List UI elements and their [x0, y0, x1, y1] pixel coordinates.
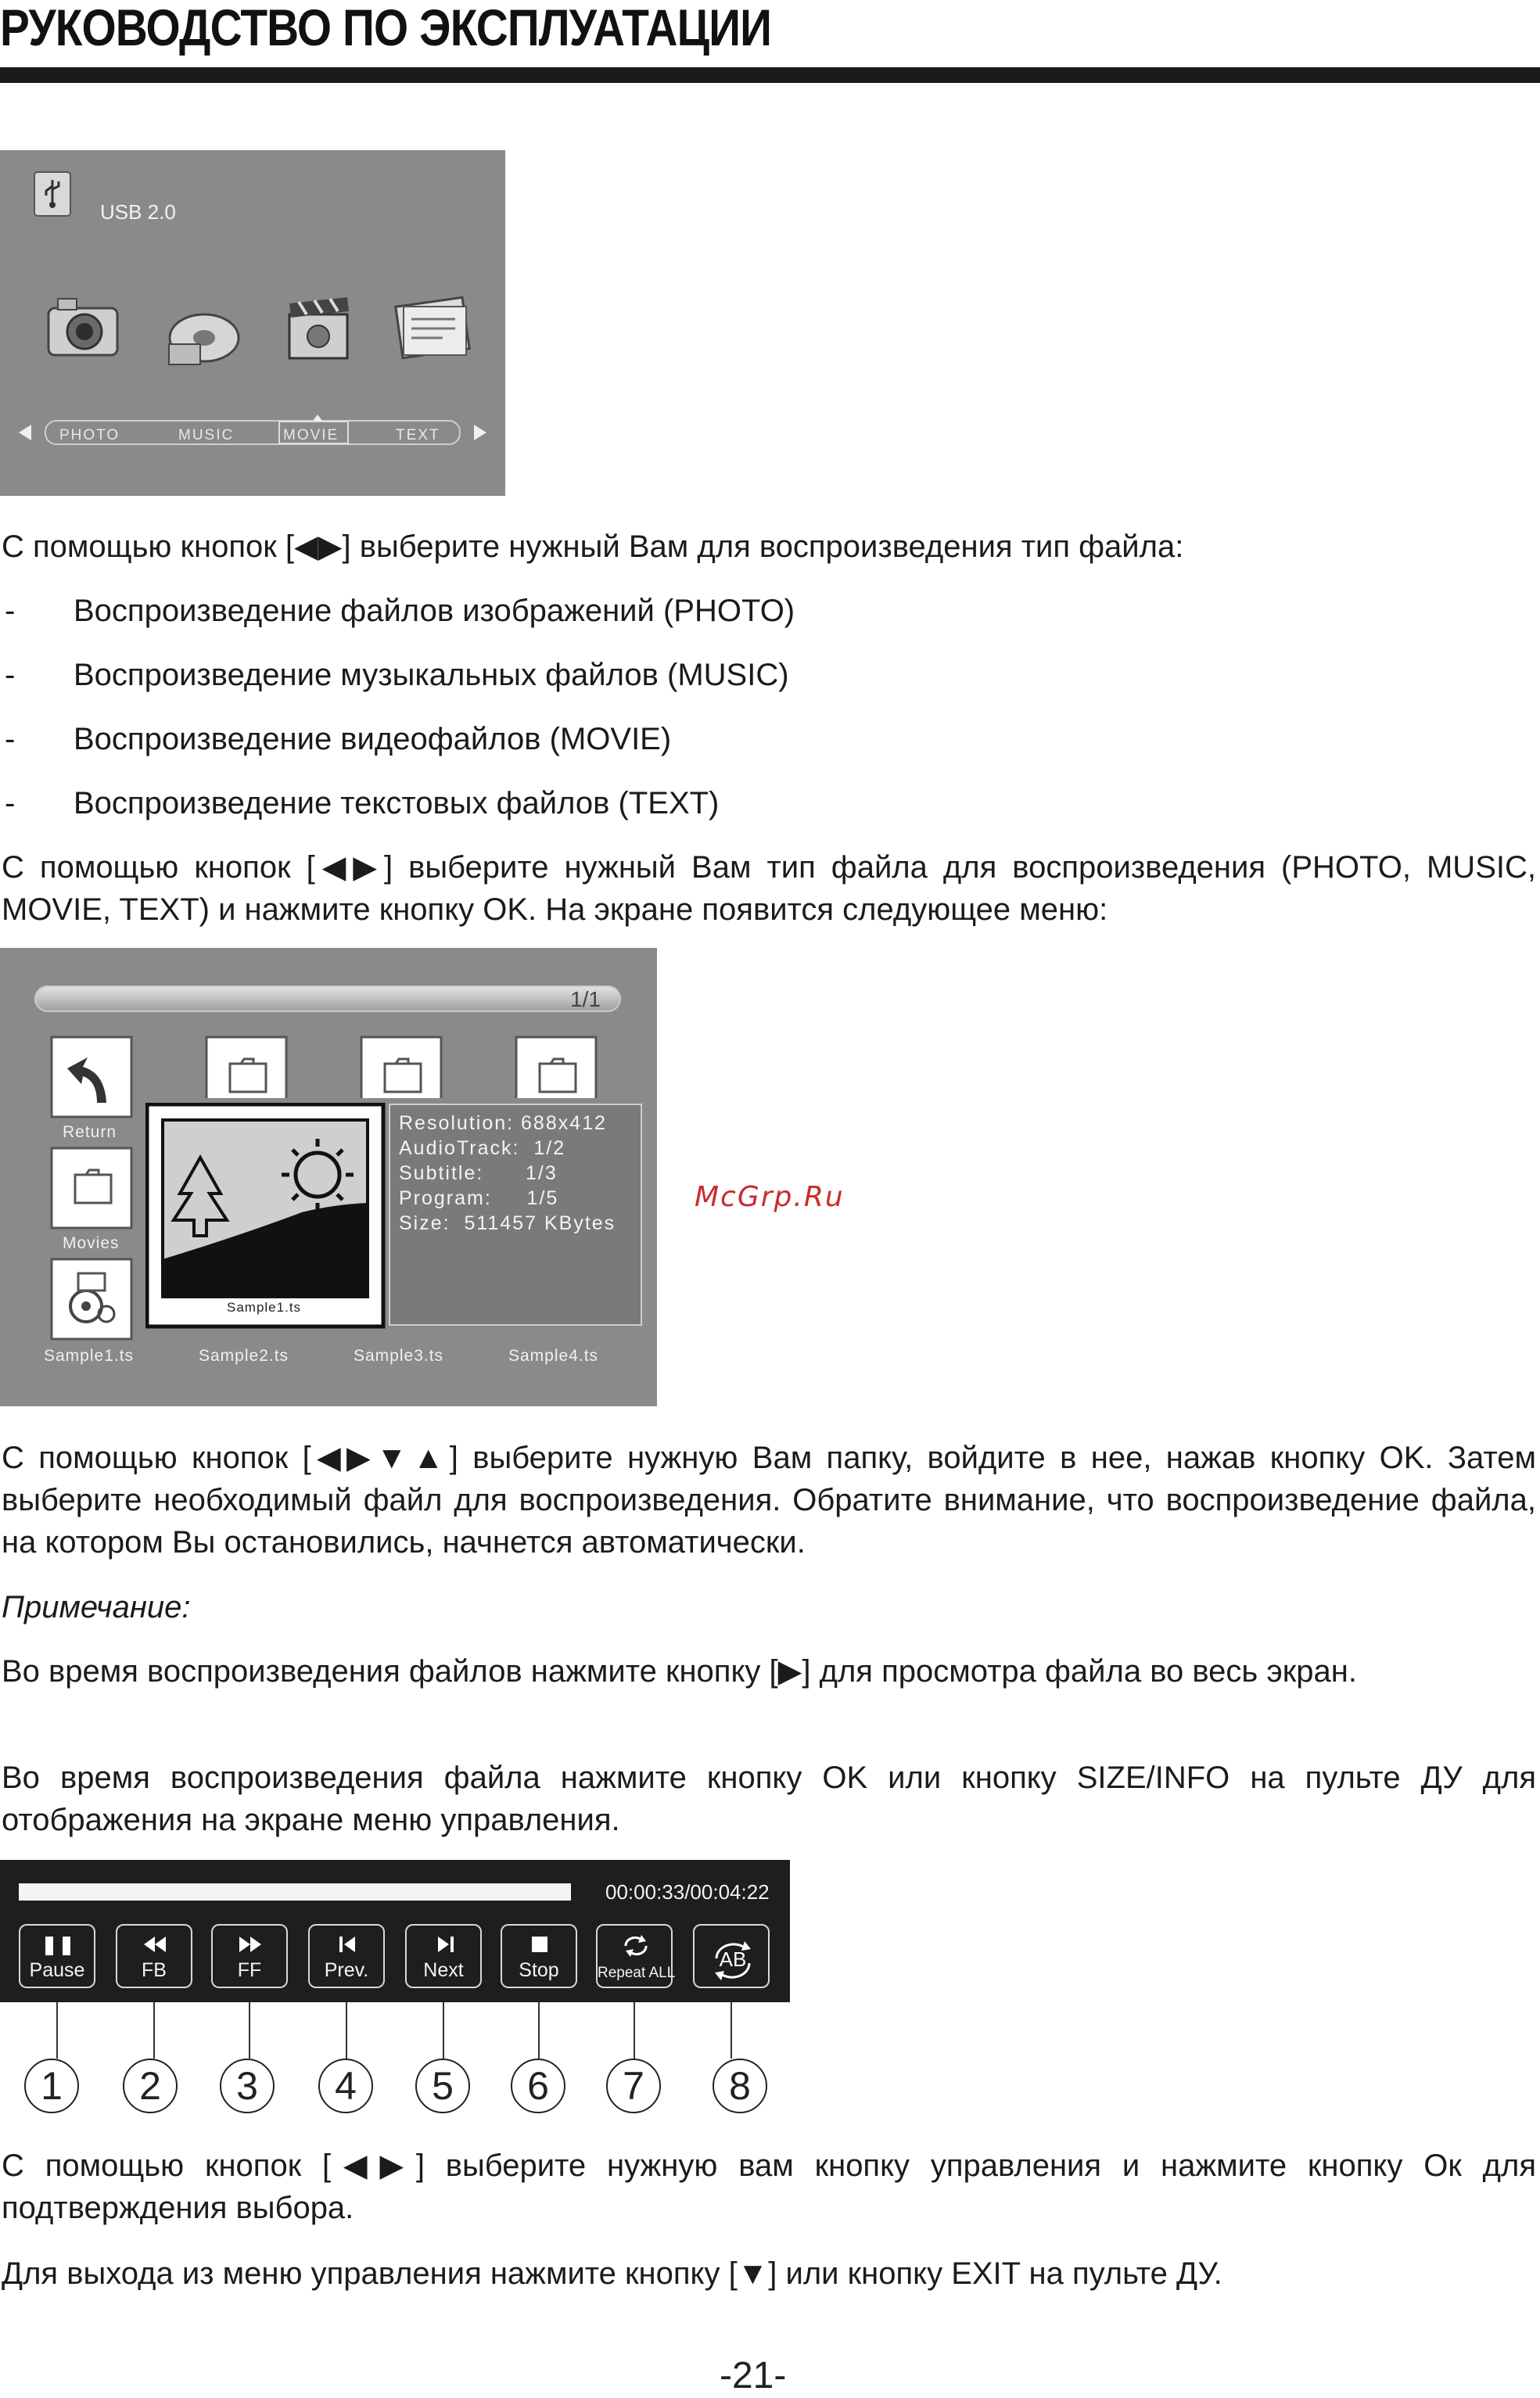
return-icon[interactable] [50, 1036, 135, 1120]
playback-progress-bar[interactable] [19, 1883, 571, 1901]
note-control-menu: Во время воспроизведения файла нажмите кнопку OK или кнопку SIZE/INFO на пульте ДУ для отображения на экране меню управления. [2, 1761, 1536, 1837]
tab-photo[interactable]: PHOTO [59, 427, 120, 443]
next-button[interactable] [405, 1924, 482, 1988]
sample3-label: Sample3.ts [354, 1347, 444, 1365]
bullet-text: Воспроизведение файлов изображений (PHOTO) [74, 594, 795, 628]
file-browser-screen [0, 948, 657, 1406]
fb-label: FB [142, 1959, 167, 1981]
info-subtitle: Subtitle: 1/3 [399, 1162, 558, 1184]
next-label: Next [423, 1959, 464, 1981]
callout-6: 6 [511, 2059, 565, 2113]
usb-label: USB 2.0 [100, 200, 176, 224]
tab-music[interactable]: MUSIC [178, 427, 235, 443]
movie-clapper-icon [280, 288, 358, 366]
bullet-text: Воспроизведение текстовых файлов (TEXT) [74, 786, 720, 820]
callout-3: 3 [220, 2059, 275, 2113]
usb-icon [31, 167, 78, 222]
leader-line [731, 2002, 732, 2059]
prev-label: Prev. [324, 1959, 369, 1981]
ab-repeat-button[interactable] [693, 1924, 770, 1988]
previous-button[interactable] [308, 1924, 385, 1988]
media-type-screen [0, 150, 505, 496]
sample2-label: Sample2.ts [199, 1347, 289, 1365]
stop-icon [502, 1932, 579, 1963]
info-audiotrack: AudioTrack: 1/2 [399, 1137, 566, 1159]
note-label: Примечание: [2, 1590, 191, 1624]
leader-line [153, 2002, 155, 2059]
fast-forward-button[interactable] [211, 1924, 288, 1988]
bullet-text: Воспроизведение музыкальных файлов (MUSIC) [74, 658, 789, 692]
playback-time: 00:00:33/00:04:22 [605, 1880, 770, 1904]
leader-line [538, 2002, 540, 2059]
fast-backward-button[interactable] [116, 1924, 192, 1988]
watermark: McGrp.Ru [695, 1181, 845, 1213]
callout-8: 8 [713, 2059, 767, 2113]
sample4-label: Sample4.ts [508, 1347, 599, 1365]
bullet-dash: - [5, 722, 16, 756]
page-counter: 1/1 [570, 987, 601, 1011]
folder-icon[interactable] [50, 1147, 135, 1231]
tab-movie[interactable]: MOVIE [283, 427, 339, 443]
repeat-icon [598, 1932, 674, 1963]
page-progress-bar [34, 985, 621, 1012]
info-size: Size: 511457 KBytes [399, 1212, 616, 1234]
stop-label: Stop [519, 1959, 559, 1981]
preview-thumbnail [145, 1103, 388, 1331]
instruction-select-folder: С помощью кнопок [◀▶▼▲] выберите нужную Вам папку, войдите в нее, нажав кнопку OK. Затем выберите необходимый файл для воспроизведения. Обратите внимание, что воспроизведение файла, на котором Вы остановились, начнется автоматически. [2, 1441, 1536, 1560]
note-fullscreen: Во время воспроизведения файлов нажмите кнопку [▶] для просмотра файла во весь экран. [2, 1654, 1357, 1689]
pause-label: Pause [29, 1959, 85, 1981]
stop-button[interactable] [501, 1924, 577, 1988]
info-resolution: Resolution: 688x412 [399, 1112, 607, 1134]
callout-2: 2 [123, 2059, 178, 2113]
pause-button[interactable] [19, 1924, 95, 1988]
previous-icon [310, 1932, 386, 1963]
sample1-label: Sample1.ts [44, 1347, 135, 1365]
instruction-open-type: С помощью кнопок [◀▶] выберите нужный Вам тип файла для воспроизведения (PHOTO, MUSIC, MOVIE, TEXT) и нажмите кнопку OK. На экране появится следующее меню: [2, 850, 1536, 927]
ab-repeat-icon [695, 1932, 771, 1987]
preview-caption: Sample1.ts [227, 1300, 302, 1315]
ff-label: FF [237, 1959, 262, 1981]
page-header-title: РУКОВОДСТВО ПО ЭКСПЛУАТАЦИИ [0, 0, 772, 56]
fast-forward-icon [213, 1932, 289, 1963]
tab-text[interactable]: TEXT [396, 427, 440, 443]
instruction-select-type: С помощью кнопок [◀▶] выберите нужный Вам для воспроизведения тип файла: [2, 529, 1184, 564]
callout-5: 5 [415, 2059, 470, 2113]
instruction-exit: Для выхода из меню управления нажмите кнопку [▼] или кнопку EXIT на пульте ДУ. [2, 2256, 1222, 2291]
callout-1: 1 [24, 2059, 79, 2113]
folder-icon[interactable] [205, 1036, 289, 1098]
callout-7: 7 [606, 2059, 661, 2113]
movies-label: Movies [63, 1234, 120, 1252]
bullet-dash: - [5, 658, 16, 692]
leader-line [634, 2002, 635, 2059]
leader-line [443, 2002, 444, 2059]
header-rule [0, 67, 1540, 83]
repeat-label: Repeat ALL [598, 1965, 676, 1981]
ab-icon-text: AB [719, 1947, 747, 1971]
info-program: Program: 1/5 [399, 1187, 559, 1209]
text-document-icon [391, 288, 477, 366]
bullet-dash: - [5, 786, 16, 820]
playback-control-bar [0, 1860, 790, 2002]
next-icon [407, 1932, 483, 1963]
video-file-icon[interactable] [50, 1258, 135, 1342]
folder-icon[interactable] [360, 1036, 444, 1098]
repeat-button[interactable] [596, 1924, 676, 1988]
bullet-text: Воспроизведение видеофайлов (MOVIE) [74, 722, 672, 756]
page-number: -21- [720, 2355, 787, 2396]
rewind-icon [117, 1932, 194, 1963]
folder-icon[interactable] [515, 1036, 599, 1098]
bullet-dash: - [5, 594, 16, 628]
leader-line [56, 2002, 58, 2059]
pause-icon [20, 1932, 97, 1963]
leader-line [249, 2002, 250, 2059]
photo-camera-icon [41, 288, 127, 366]
instruction-control-select: С помощью кнопок [◀▶] выберите нужную вам кнопку управления и нажмите кнопку Ок для подтверждения выбора. [2, 2149, 1536, 2225]
callout-4: 4 [318, 2059, 373, 2113]
return-label: Return [63, 1123, 117, 1141]
music-disc-icon [161, 299, 247, 377]
leader-line [346, 2002, 347, 2059]
